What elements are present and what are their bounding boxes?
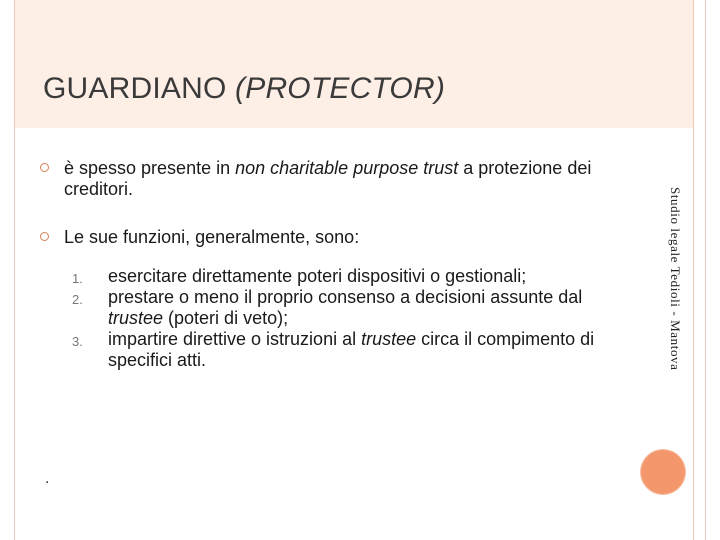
item-number: 3. bbox=[72, 334, 83, 349]
item-text-prefix: prestare o meno il proprio consenso a decisioni assunte dal bbox=[108, 287, 583, 307]
trailing-dot: . bbox=[45, 470, 50, 487]
item-text-italic: trustee bbox=[361, 329, 417, 349]
item-number: 1. bbox=[72, 271, 83, 286]
side-footer-text: Studio legale Tedioli - Mantova bbox=[668, 187, 683, 371]
bullet-item bbox=[40, 158, 620, 200]
item-text-suffix: circa il compimento di specifici atti. bbox=[108, 329, 595, 370]
frame-line-right-outer bbox=[705, 0, 706, 540]
numbered-item bbox=[72, 266, 620, 287]
title-main: GUARDIANO bbox=[43, 72, 227, 105]
bullet-text-italic: non charitable purpose trust bbox=[235, 158, 459, 178]
numbered-list bbox=[40, 266, 620, 371]
title-band bbox=[15, 0, 693, 128]
item-number: 2. bbox=[72, 292, 83, 307]
bullet-text: Le sue funzioni, generalmente, sono: bbox=[64, 227, 360, 247]
slide-title bbox=[43, 72, 445, 106]
title-parenthetical: (PROTECTOR) bbox=[235, 72, 446, 105]
item-text-prefix: impartire direttive o istruzioni al bbox=[108, 329, 362, 349]
frame-line-right bbox=[693, 0, 694, 540]
bullet-text-suffix: a protezione dei creditori. bbox=[64, 158, 592, 199]
bullet-text-prefix: è spesso presente in bbox=[64, 158, 236, 178]
circle-bullet-icon bbox=[40, 232, 49, 241]
numbered-item bbox=[72, 287, 620, 329]
slide-content bbox=[40, 158, 620, 371]
circle-bullet-icon bbox=[40, 163, 49, 172]
numbered-item bbox=[72, 329, 620, 371]
item-text: esercitare direttamente poteri dispositivi o gestionali; bbox=[108, 266, 527, 286]
item-text-italic: trustee bbox=[108, 308, 164, 328]
bullet-item bbox=[40, 227, 620, 248]
orange-circle-decoration bbox=[641, 450, 685, 494]
item-text-suffix: (poteri di veto); bbox=[163, 308, 289, 328]
